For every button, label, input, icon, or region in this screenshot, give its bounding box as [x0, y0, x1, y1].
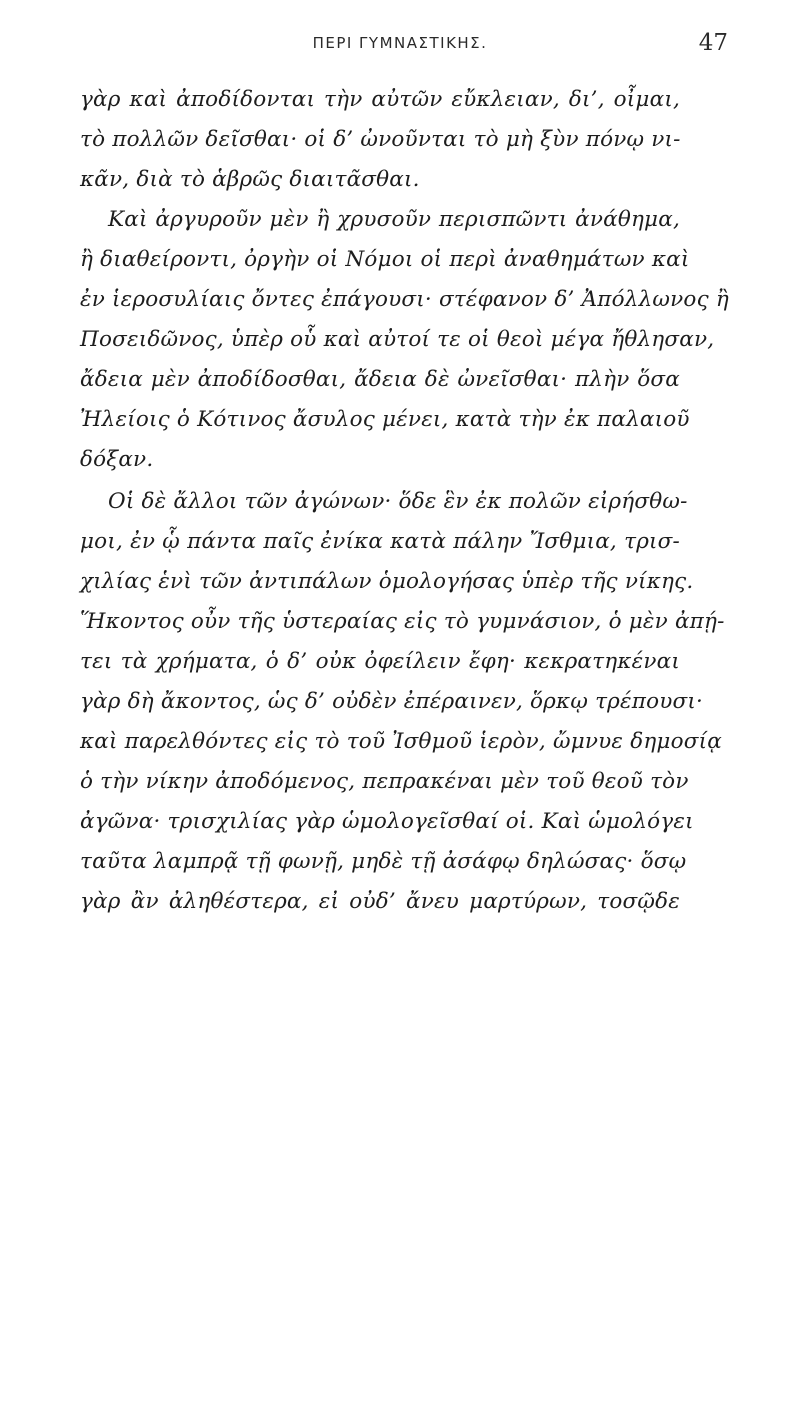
running-head — [0, 32, 800, 62]
text-line: Ποσειδῶνος, ὑπὲρ οὗ καὶ αὐτοί τε οἱ θεοὶ μέγα ἤθλησαν, — [80, 327, 715, 352]
text-line: γὰρ δὴ ἄκοντος, ὡς δ’ οὐδὲν ἐπέραινεν, ὅρκῳ τρέπουσι· — [80, 689, 704, 714]
text-line: δόξαν. — [80, 447, 154, 472]
page-number: 47 — [698, 30, 728, 56]
text-line: χιλίας ἑνὶ τῶν ἀντιπάλων ὁμολογήσας ὑπὲρ τῆς νίκης. — [80, 569, 694, 594]
paragraph-start-line: Οἱ δὲ ἄλλοι τῶν ἀγώνων· ὅδε ἓν ἐκ πολῶν εἰρήσθω- — [108, 489, 688, 514]
text-line: τει τὰ χρήματα, ὁ δ’ οὐκ ὀφείλειν ἔφη· κεκρατηκέναι — [80, 649, 680, 674]
text-line: γὰρ καὶ ἀποδίδονται τὴν αὐτῶν εὔκλειαν, δι’, οἶμαι, — [80, 87, 680, 112]
text-line: ἢ διαθείροντι, ὀργὴν οἱ Νόμοι οἱ περὶ ἀναθημάτων καὶ — [80, 247, 690, 272]
text-line: ταῦτα λαμπρᾷ τῇ φωνῇ, μηδὲ τῇ ἀσάφῳ δηλώσας· ὅσῳ — [80, 849, 687, 874]
text-line: γὰρ ἂν ἀληθέστερα, εἰ οὐδ’ ἄνευ μαρτύρων, τοσῷδε — [80, 889, 680, 914]
text-line: μοι, ἐν ᾧ πάντα παῖς ἐνίκα κατὰ πάλην Ἴσθμια, τρισ- — [80, 529, 680, 554]
running-title: ΠΕΡΙ ΓΥΜΝΑΣΤΙΚΗΣ. — [312, 34, 488, 52]
text-line: καὶ παρελθόντες εἰς τὸ τοῦ Ἰσθμοῦ ἱερὸν, ὤμνυε δημοσίᾳ — [80, 729, 722, 754]
text-line: ἄδεια μὲν ἀποδίδοσθαι, ἄδεια δὲ ὠνεῖσθαι· πλὴν ὅσα — [80, 367, 680, 392]
text-line: τὸ πολλῶν δεῖσθαι· οἱ δ’ ὠνοῦνται τὸ μὴ ξὺν πόνῳ νι- — [80, 127, 681, 152]
text-line: Ἥκοντος οὖν τῆς ὑστεραίας εἰς τὸ γυμνάσιον, ὁ μὲν ἀπῄ- — [80, 609, 725, 634]
text-line: ἀγῶνα· τρισχιλίας γὰρ ὡμολογεῖσθαί οἱ. Καὶ ὡμολόγει — [80, 809, 694, 834]
text-line: ἐν ἱεροσυλίαις ὄντες ἐπάγουσι· στέφανον δ’ Ἀπόλλωνος ἢ — [80, 287, 729, 312]
paragraph-start-line: Καὶ ἀργυροῦν μὲν ἢ χρυσοῦν περισπῶντι ἀνάθημα, — [108, 207, 680, 232]
text-line: ὁ τὴν νίκην ἀποδόμενος, πεπρακέναι μὲν τοῦ θεοῦ τὸν — [80, 769, 689, 794]
text-line: κᾶν, διὰ τὸ ἁβρῶς διαιτᾶσθαι. — [80, 167, 420, 192]
text-line: Ἠλείοις ὁ Κότινος ἄσυλος μένει, κατὰ τὴν ἐκ παλαιοῦ — [80, 407, 690, 432]
